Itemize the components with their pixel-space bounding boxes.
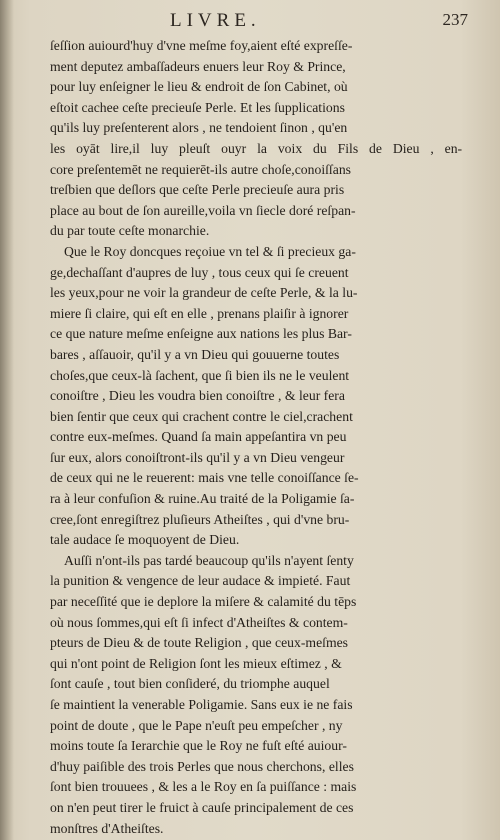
text-line: ſont bien trouuees , & les a le Roy en ſa puiſſance : mais <box>50 779 357 795</box>
text-line: où nous ſommes,qui eſt ſi infect d'Atheiſtes & contem- <box>50 614 348 630</box>
body-text <box>50 36 462 839</box>
text-line: monſtres d'Atheiſtes. <box>50 820 164 836</box>
text-line: contre eux-meſmes. Quand ſa main appeſantira vn peu <box>50 429 347 445</box>
text-line: moins toute ſa Ierarchie que le Roy ne fuſt eſté auiour- <box>50 738 347 754</box>
text-line: qui n'ont point de Religion ſont les mieux eſtimez , & <box>50 655 342 671</box>
text-line: pour luy enſeigner le lieu & endroit de ſon Cabinet, où <box>50 79 348 95</box>
text-line: pteurs de Dieu & de toute Religion , que ceux-meſmes <box>50 635 349 651</box>
text-line: les yeux,pour ne voir la grandeur de ceſte Perle, & la lu- <box>50 285 358 301</box>
text-line: ſe maintient la venerable Poligamie. Sans eux ie ne fais <box>50 697 353 712</box>
text-line: tale audace ſe moquoyent de Dieu. <box>50 532 240 548</box>
text-line: du par toute ceſte monarchie. <box>50 223 210 239</box>
text-line: qu'ils luy preſenterent alors , ne tendoient ſinon , qu'en <box>50 120 348 136</box>
paragraph <box>50 36 462 242</box>
text-line: de ceux qui ne le reuerent: mais vne telle conoiſſance ſe- <box>50 470 359 486</box>
text-line: par neceſſité que ie deplore la miſere & calamité du tēps <box>50 594 357 610</box>
text-line: eſtoit cachee ceſte precieuſe Perle. Et les ſupplications <box>50 99 345 115</box>
text-line: Que le Roy doncques reçoiue vn tel & ſi precieux ga- <box>64 243 356 259</box>
text-line: on n'en peut tirer le fruict à cauſe principalement de ces <box>50 799 354 815</box>
text-line: ra à leur confuſion & ruine.Au traité de la Poligamie ſa- <box>50 491 355 507</box>
text-line: cree,ſont enregiſtrez pluſieurs Atheiſtes , qui d'vne bru- <box>50 511 350 527</box>
text-line: ſont cauſe , tout bien conſideré, du triomphe auquel <box>50 676 330 692</box>
page-number: 237 <box>442 10 468 29</box>
text-line: conoiſtre , Dieu les voudra bien conoiſtre , & leur fera <box>50 388 345 404</box>
text-line: miere ſi claire, qui eſt en elle , prenans plaiſir à ignorer <box>50 305 349 321</box>
text-line: les oyāt lire,il luy pleuſt ouyr la voix du Fils de Dieu , en- <box>50 140 462 156</box>
running-head: LIVRE. <box>170 10 261 31</box>
text-line: ge,dechaſſant d'aupres de luy , tous ceux qui ſe creuent <box>50 264 349 280</box>
text-line: point de doute , que le Pape n'euſt peu empeſcher , ny <box>50 717 343 733</box>
paragraph <box>50 242 462 551</box>
text-line: place au bout de ſon aureille,voila vn ſiecle doré reſpan- <box>50 202 356 218</box>
text-line: bien ſentir que ceux qui crachent contre le ciel,crachent <box>50 408 353 424</box>
text-line: la punition & vengence de leur audace & impieté. Faut <box>50 573 351 589</box>
page-spine-shadow <box>0 0 14 840</box>
paragraph <box>50 551 462 839</box>
text-line: d'huy paiſible des trois Perles que nous cherchons, elles <box>50 758 354 774</box>
text-line: ce que nature meſme enſeigne aux nations les plus Bar- <box>50 326 352 342</box>
page-header <box>60 10 468 36</box>
text-line: ſeſſion auiourd'huy d'vne meſme foy,aient eſté expreſſe- <box>50 38 353 53</box>
text-line: ment deputez ambaſſadeurs enuers leur Roy & Prince, <box>50 58 346 74</box>
text-line: choſes,que ceux-là ſachent, que ſi bien ils ne le veulent <box>50 367 350 383</box>
text-line: treſbien que deſlors que ceſte Perle precieuſe aura pris <box>50 182 345 198</box>
text-line: bares , aſſauoir, qu'il y a vn Dieu qui gouuerne toutes <box>50 346 340 362</box>
text-line: core preſentemēt ne requierēt-ils autre choſe,conoiſſans <box>50 161 351 177</box>
text-line: Auſſi n'ont-ils pas tardé beaucoup qu'ils n'ayent ſenty <box>64 552 354 568</box>
text-line: ſur eux, alors conoiſtront-ils qu'il y a vn Dieu vengeur <box>50 449 345 465</box>
